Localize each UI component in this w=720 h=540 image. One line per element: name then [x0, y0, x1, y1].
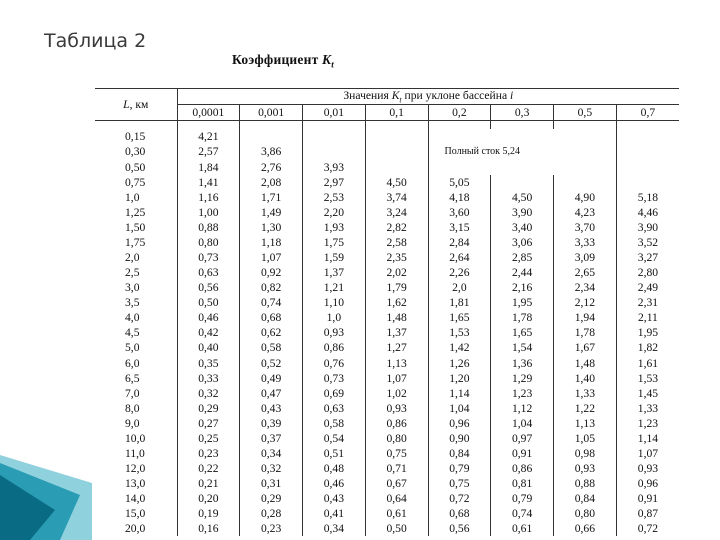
coefficient-cell: 0,93	[616, 461, 679, 476]
length-cell: 14,0	[125, 492, 146, 506]
slide-title: Таблица 2	[44, 30, 147, 52]
coefficient-cell: 4,50	[365, 175, 428, 190]
coefficient-cell: 0,58	[303, 416, 366, 431]
coefficient-cell: 0,37	[240, 431, 303, 446]
coefficient-cell	[303, 129, 366, 144]
coefficient-cell	[616, 144, 679, 159]
slope-header-row	[95, 105, 679, 121]
coefficient-cell: 2,34	[554, 280, 617, 295]
coefficient-cell: 1,33	[554, 386, 617, 401]
length-header: L, км	[95, 89, 177, 121]
coefficient-cell: 1,29	[491, 371, 554, 386]
length-cell: 1,50	[125, 220, 146, 234]
table-row	[95, 491, 679, 506]
coefficient-cell	[616, 159, 679, 174]
full-runoff-note: Полный сток 5,24	[428, 129, 616, 174]
coefficient-cell: 3,86	[240, 144, 303, 159]
coefficient-cell: 1,36	[491, 355, 554, 370]
slope-header-cell: 0,001	[240, 105, 303, 121]
coefficient-cell: 0,72	[616, 521, 679, 536]
coefficient-cell: 2,11	[616, 310, 679, 325]
coefficient-cell: 0,86	[491, 461, 554, 476]
length-cell: 20,0	[125, 522, 146, 536]
coefficient-cell: 4,21	[177, 129, 240, 144]
coefficient-cell: 1,40	[554, 371, 617, 386]
coefficient-cell: 1,04	[491, 416, 554, 431]
coefficient-cell: 1,37	[303, 265, 366, 280]
coefficient-cell: 1,13	[554, 416, 617, 431]
coefficient-cell: 1,23	[616, 416, 679, 431]
slope-header-cell: 0,01	[303, 105, 366, 121]
coefficient-cell: 0,88	[177, 220, 240, 235]
coefficient-cell: 0,35	[177, 355, 240, 370]
coefficient-cell: 1,82	[616, 340, 679, 355]
length-cell: 2,0	[125, 250, 140, 264]
coefficient-cell: 0,74	[491, 506, 554, 521]
coefficient-cell: 0,56	[428, 521, 491, 536]
coefficient-cell: 0,62	[240, 325, 303, 340]
coefficient-cell: 0,73	[303, 371, 366, 386]
coefficient-cell: 2,97	[303, 175, 366, 190]
coefficient-cell: 0,63	[303, 401, 366, 416]
slope-header-cell: 0,2	[428, 105, 491, 121]
table-caption	[232, 52, 334, 70]
coefficient-cell: 1,78	[491, 310, 554, 325]
coefficient-cell: 1,95	[616, 325, 679, 340]
table-row	[95, 280, 679, 295]
coefficient-cell: 2,84	[428, 235, 491, 250]
coefficient-cell: 3,93	[303, 159, 366, 174]
slope-header-cell: 0,0001	[177, 105, 240, 121]
coefficient-cell: 0,58	[240, 340, 303, 355]
coefficient-cell: 3,27	[616, 250, 679, 265]
coefficient-cell: 0,33	[177, 371, 240, 386]
coefficient-cell: 2,16	[491, 280, 554, 295]
table-row	[95, 250, 679, 265]
table-row	[95, 446, 679, 461]
table-row	[95, 401, 679, 416]
table-row	[95, 129, 679, 144]
spacer-row	[95, 121, 679, 130]
coefficient-cell: 0,16	[177, 521, 240, 536]
coefficient-cell: 1,48	[554, 355, 617, 370]
table-row	[95, 355, 679, 370]
coefficient-cell: 1,62	[365, 295, 428, 310]
coefficient-cell: 1,0	[303, 310, 366, 325]
table-row	[95, 431, 679, 446]
coefficient-cell: 0,25	[177, 431, 240, 446]
coefficient-cell	[616, 129, 679, 144]
length-cell: 4,5	[125, 326, 140, 340]
coefficient-cell: 1,22	[554, 401, 617, 416]
table-row	[95, 190, 679, 205]
coefficient-cell: 3,40	[491, 220, 554, 235]
coefficient-cell: 2,65	[554, 265, 617, 280]
coefficient-cell: 2,57	[177, 144, 240, 159]
coefficient-cell: 3,09	[554, 250, 617, 265]
table-row	[95, 175, 679, 190]
length-cell: 0,50	[125, 160, 146, 174]
coefficient-cell: 2,12	[554, 295, 617, 310]
caption-word: Коэффициент	[232, 52, 322, 67]
coefficient-cell: 0,32	[177, 386, 240, 401]
coefficient-cell: 4,50	[491, 190, 554, 205]
coefficient-cell: 0,90	[428, 431, 491, 446]
coefficient-cell: 2,44	[491, 265, 554, 280]
coefficient-cell: 1,10	[303, 295, 366, 310]
coefficient-cell: 4,23	[554, 205, 617, 220]
coefficient-cell: 0,54	[303, 431, 366, 446]
coefficient-cell: 2,76	[240, 159, 303, 174]
length-cell: 11,0	[125, 446, 145, 460]
coefficient-cell: 3,70	[554, 220, 617, 235]
coefficient-cell: 1,71	[240, 190, 303, 205]
coefficient-cell: 1,53	[428, 325, 491, 340]
length-cell: 1,0	[125, 190, 140, 204]
coefficient-cell: 3,60	[428, 205, 491, 220]
table-row	[95, 461, 679, 476]
coefficient-cell: 1,07	[365, 371, 428, 386]
coefficient-cell: 3,06	[491, 235, 554, 250]
coefficient-cell: 2,0	[428, 280, 491, 295]
coefficient-cell: 0,64	[365, 491, 428, 506]
coefficient-cell: 0,23	[240, 521, 303, 536]
coefficient-cell: 0,20	[177, 491, 240, 506]
coefficient-cell: 1,02	[365, 386, 428, 401]
table-row	[95, 325, 679, 340]
coefficient-cell: 0,72	[428, 491, 491, 506]
slope-header-cell: 0,1	[365, 105, 428, 121]
coefficient-cell: 0,39	[240, 416, 303, 431]
coefficient-cell: 1,78	[554, 325, 617, 340]
length-cell: 12,0	[125, 462, 146, 476]
coefficient-cell: 4,46	[616, 205, 679, 220]
coefficient-cell: 0,19	[177, 506, 240, 521]
coefficient-cell: 1,54	[491, 340, 554, 355]
slope-header-cell: 0,7	[616, 105, 679, 121]
coefficient-cell	[365, 144, 428, 159]
coefficient-cell: 0,69	[303, 386, 366, 401]
coefficient-cell: 4,90	[554, 190, 617, 205]
coefficient-cell: 2,80	[616, 265, 679, 280]
coefficient-cell: 0,96	[428, 416, 491, 431]
coefficient-cell: 1,41	[177, 175, 240, 190]
coefficient-cell: 0,86	[303, 340, 366, 355]
coefficient-cell: 0,75	[428, 476, 491, 491]
coefficient-cell: 3,15	[428, 220, 491, 235]
coefficient-cell: 1,16	[177, 190, 240, 205]
length-cell: 8,0	[125, 401, 140, 415]
coefficient-cell: 0,40	[177, 340, 240, 355]
coefficient-cell: 0,43	[240, 401, 303, 416]
coefficient-cell: 1,65	[491, 325, 554, 340]
coefficient-cell: 0,21	[177, 476, 240, 491]
length-cell: 6,0	[125, 356, 140, 370]
table-row	[95, 416, 679, 431]
coefficient-cell: 0,73	[177, 250, 240, 265]
coefficient-cell: 0,42	[177, 325, 240, 340]
coefficient-cell: 0,61	[491, 521, 554, 536]
coefficient-cell: 1,14	[428, 386, 491, 401]
coefficient-table-container	[95, 88, 679, 536]
table-row	[95, 235, 679, 250]
coefficient-cell: 0,81	[491, 476, 554, 491]
coefficient-cell	[303, 144, 366, 159]
coefficient-cell: 0,56	[177, 280, 240, 295]
coefficient-cell: 1,07	[240, 250, 303, 265]
coefficient-cell: 0,87	[616, 506, 679, 521]
slope-header-cell: 0,3	[491, 105, 554, 121]
coefficient-cell: 0,46	[177, 310, 240, 325]
coefficient-cell: 1,59	[303, 250, 366, 265]
coefficient-cell	[365, 129, 428, 144]
coefficient-cell: 0,29	[240, 491, 303, 506]
coefficient-cell	[240, 129, 303, 144]
coefficient-cell: 3,24	[365, 205, 428, 220]
coefficient-cell: 0,93	[303, 325, 366, 340]
coefficient-cell: 1,45	[616, 386, 679, 401]
values-header: Значения $K_t$ при уклоне бассейна i	[177, 89, 679, 105]
coefficient-cell: 0,75	[365, 446, 428, 461]
coefficient-cell: 0,27	[177, 416, 240, 431]
coefficient-cell: 0,66	[554, 521, 617, 536]
coefficient-cell: 1,12	[491, 401, 554, 416]
coefficient-cell: 1,93	[303, 220, 366, 235]
coefficient-cell: 0,74	[240, 295, 303, 310]
coefficient-cell: 0,93	[365, 401, 428, 416]
coefficient-cell: 1,61	[616, 355, 679, 370]
coefficient-cell: 5,05	[428, 175, 491, 190]
coefficient-cell: 0,93	[554, 461, 617, 476]
coefficient-cell: 0,71	[365, 461, 428, 476]
coefficient-cell: 3,90	[616, 220, 679, 235]
coefficient-cell: 0,50	[365, 521, 428, 536]
coefficient-cell: 2,53	[303, 190, 366, 205]
coefficient-cell	[554, 175, 617, 190]
coefficient-cell: 0,68	[428, 506, 491, 521]
coefficient-cell: 1,37	[365, 325, 428, 340]
coefficient-cell: 0,82	[240, 280, 303, 295]
coefficient-cell: 1,00	[177, 205, 240, 220]
length-cell: 10,0	[125, 431, 146, 445]
coefficient-cell: 1,49	[240, 205, 303, 220]
length-cell: 0,75	[125, 175, 146, 189]
length-cell: 1,75	[125, 235, 146, 249]
coefficient-cell: 1,75	[303, 235, 366, 250]
table-row	[95, 295, 679, 310]
table-row	[95, 506, 679, 521]
coefficient-cell: 0,49	[240, 371, 303, 386]
slope-header-cell: 0,5	[554, 105, 617, 121]
coefficient-cell: 3,52	[616, 235, 679, 250]
coefficient-cell: 1,23	[491, 386, 554, 401]
coefficient-cell: 2,58	[365, 235, 428, 250]
length-cell: 4,0	[125, 311, 140, 325]
coefficient-cell: 2,64	[428, 250, 491, 265]
coefficient-cell: 0,68	[240, 310, 303, 325]
length-cell: 3,0	[125, 281, 140, 295]
length-cell: 1,25	[125, 205, 146, 219]
coefficient-cell: 0,63	[177, 265, 240, 280]
coefficient-cell: 1,18	[240, 235, 303, 250]
decorative-corner-graphic	[0, 455, 92, 540]
coefficient-cell: 0,61	[365, 506, 428, 521]
table-row	[95, 476, 679, 491]
coefficient-cell: 0,76	[303, 355, 366, 370]
length-cell: 6,5	[125, 371, 140, 385]
coefficient-cell: 0,80	[365, 431, 428, 446]
length-cell: 13,0	[125, 477, 146, 491]
coefficient-cell	[491, 175, 554, 190]
coefficient-cell: 0,46	[303, 476, 366, 491]
coefficient-cell: 0,28	[240, 506, 303, 521]
coefficient-cell: 2,49	[616, 280, 679, 295]
coefficient-cell	[616, 175, 679, 190]
coefficient-cell: 0,32	[240, 461, 303, 476]
coefficient-table	[95, 88, 679, 536]
coefficient-cell: 2,26	[428, 265, 491, 280]
coefficient-cell: 1,13	[365, 355, 428, 370]
coefficient-cell: 1,94	[554, 310, 617, 325]
coefficient-cell: 1,27	[365, 340, 428, 355]
coefficient-cell: 2,31	[616, 295, 679, 310]
coefficient-cell: 0,88	[554, 476, 617, 491]
coefficient-cell: 0,31	[240, 476, 303, 491]
coefficient-cell: 1,26	[428, 355, 491, 370]
coefficient-cell: 0,98	[554, 446, 617, 461]
coefficient-cell: 0,79	[428, 461, 491, 476]
coefficient-cell: 0,92	[240, 265, 303, 280]
table-row	[95, 220, 679, 235]
table-row	[95, 205, 679, 220]
table-body	[95, 121, 679, 537]
table-row	[95, 310, 679, 325]
coefficient-cell: 0,34	[240, 446, 303, 461]
coefficient-cell: 0,86	[365, 416, 428, 431]
coefficient-cell: 1,33	[616, 401, 679, 416]
coefficient-cell: 3,74	[365, 190, 428, 205]
table-row	[95, 265, 679, 280]
length-cell: 5,0	[125, 341, 140, 355]
coefficient-cell: 1,48	[365, 310, 428, 325]
coefficient-cell: 2,02	[365, 265, 428, 280]
length-cell: 0,30	[125, 145, 146, 159]
coefficient-cell: 0,23	[177, 446, 240, 461]
coefficient-cell: 1,05	[554, 431, 617, 446]
length-cell: 7,0	[125, 386, 140, 400]
coefficient-cell: 0,91	[491, 446, 554, 461]
coefficient-cell: 1,42	[428, 340, 491, 355]
coefficient-cell: 1,04	[428, 401, 491, 416]
coefficient-cell: 2,35	[365, 250, 428, 265]
coefficient-cell: 0,51	[303, 446, 366, 461]
coefficient-cell: 1,65	[428, 310, 491, 325]
coefficient-cell: 3,90	[491, 205, 554, 220]
coefficient-cell: 5,18	[616, 190, 679, 205]
coefficient-cell: 1,84	[177, 159, 240, 174]
coefficient-cell: 0,84	[428, 446, 491, 461]
coefficient-cell: 3,33	[554, 235, 617, 250]
coefficient-cell: 0,29	[177, 401, 240, 416]
table-row	[95, 371, 679, 386]
coefficient-cell: 1,14	[616, 431, 679, 446]
coefficient-cell: 0,48	[303, 461, 366, 476]
coefficient-cell: 2,85	[491, 250, 554, 265]
coefficient-cell: 2,08	[240, 175, 303, 190]
coefficient-cell: 1,21	[303, 280, 366, 295]
caption-subscript: t	[331, 59, 334, 70]
coefficient-cell: 0,96	[616, 476, 679, 491]
table-row	[95, 340, 679, 355]
length-cell: 9,0	[125, 416, 140, 430]
coefficient-cell: 0,80	[554, 506, 617, 521]
coefficient-cell: 0,34	[303, 521, 366, 536]
header-row-1	[95, 89, 679, 105]
coefficient-cell: 0,84	[554, 491, 617, 506]
length-cell: 15,0	[125, 507, 146, 521]
coefficient-cell: 0,52	[240, 355, 303, 370]
coefficient-cell: 0,50	[177, 295, 240, 310]
length-cell: 3,5	[125, 296, 140, 310]
coefficient-cell: 2,82	[365, 220, 428, 235]
coefficient-cell: 1,53	[616, 371, 679, 386]
coefficient-cell: 1,81	[428, 295, 491, 310]
coefficient-cell: 0,67	[365, 476, 428, 491]
coefficient-cell: 1,30	[240, 220, 303, 235]
coefficient-cell: 1,95	[491, 295, 554, 310]
caption-symbol: K	[321, 52, 332, 67]
table-row	[95, 521, 679, 536]
coefficient-cell: 0,91	[616, 491, 679, 506]
coefficient-cell: 4,18	[428, 190, 491, 205]
coefficient-cell	[365, 159, 428, 174]
coefficient-cell: 2,20	[303, 205, 366, 220]
coefficient-cell: 0,43	[303, 491, 366, 506]
coefficient-cell: 1,07	[616, 446, 679, 461]
coefficient-cell: 0,97	[491, 431, 554, 446]
coefficient-cell: 0,22	[177, 461, 240, 476]
coefficient-cell: 0,47	[240, 386, 303, 401]
coefficient-cell: 1,79	[365, 280, 428, 295]
length-cell: 0,15	[125, 130, 146, 144]
table-row	[95, 386, 679, 401]
coefficient-cell: 0,80	[177, 235, 240, 250]
coefficient-cell: 1,20	[428, 371, 491, 386]
coefficient-cell: 1,67	[554, 340, 617, 355]
coefficient-cell: 0,41	[303, 506, 366, 521]
length-cell: 2,5	[125, 266, 140, 280]
coefficient-cell: 0,79	[491, 491, 554, 506]
